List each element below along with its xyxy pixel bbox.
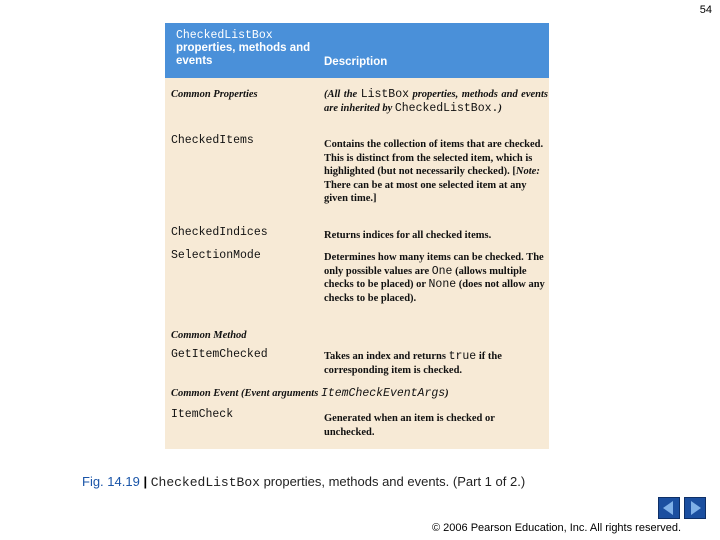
triangle-left-icon [659,498,679,518]
desc-mono: true [448,350,477,363]
row-common-properties-label: Common Properties [171,89,258,100]
desc-mono: One [431,264,453,278]
header-col1-mono: CheckedListBox [176,29,273,42]
table-header [165,23,549,78]
properties-table [165,23,549,449]
event-label-part: ) [445,388,449,399]
caption-text: properties, methods and events. (Part 1 of 2.) [263,474,526,489]
figure-label: Fig. 14.19 [82,474,140,489]
row-checkedindices-label: CheckedIndices [171,226,268,239]
row-checkedindices-desc: Returns indices for all checked items. [324,230,492,241]
row-getitemchecked-desc [324,350,548,377]
desc-note: Note: [515,166,540,178]
desc-part: (allows multiple checks to be placed) or [324,265,527,291]
desc-part: Determines how many items can be checked. The only possible values are [324,252,544,277]
row-common-method-label: Common Method [171,330,247,341]
desc-part: (All the [324,89,358,100]
figure-caption [82,474,525,490]
caption-separator: | [143,474,148,489]
caption-mono: CheckedListBox [150,475,260,490]
row-itemcheck-desc: Generated when an item is checked or unchecked. [324,413,495,438]
desc-part: if the corresponding item is checked. [324,351,502,376]
desc-mono: None [428,278,457,292]
desc-mono: ListBox [360,88,409,101]
row-itemcheck-label: ItemCheck [171,408,234,421]
desc-part: (does not allow any checks to be placed). [324,279,545,304]
desc-part: There can be at most one selected item at any given time.] [324,179,527,205]
header-col1-rest: properties, methods and events [176,42,311,67]
copyright-notice: © 2006 Pearson Education, Inc. All rights reserved. [432,522,682,534]
triangle-right-icon [685,498,705,518]
desc-mono: CheckedListBox. [394,101,499,115]
page-number: 54 [699,4,712,16]
desc-part: ) [498,102,502,114]
next-slide-button[interactable] [684,497,706,519]
desc-part: Takes an index and returns [324,351,446,362]
desc-part: Contains the collection of items that are checked. This is distinct from the selected item, which is highlighted (but not necessarily checked). [ [324,139,544,178]
header-col2: Description [324,56,388,68]
row-getitemchecked-label: GetItemChecked [171,348,268,361]
header-col1 [176,29,326,68]
desc-part: properties, methods and events are inherited by [324,89,548,114]
row-checkeditems-label: CheckedItems [171,134,254,147]
previous-slide-button[interactable] [658,497,680,519]
event-label-part: Common Event (Event arguments [171,388,319,399]
row-common-properties-desc [324,88,548,115]
row-selectionmode-label: SelectionMode [171,249,261,262]
row-common-event-label [171,387,541,401]
row-checkeditems-desc [324,138,548,206]
event-args-mono: ItemCheckEventArgs [320,387,446,400]
row-selectionmode-desc [324,251,548,305]
